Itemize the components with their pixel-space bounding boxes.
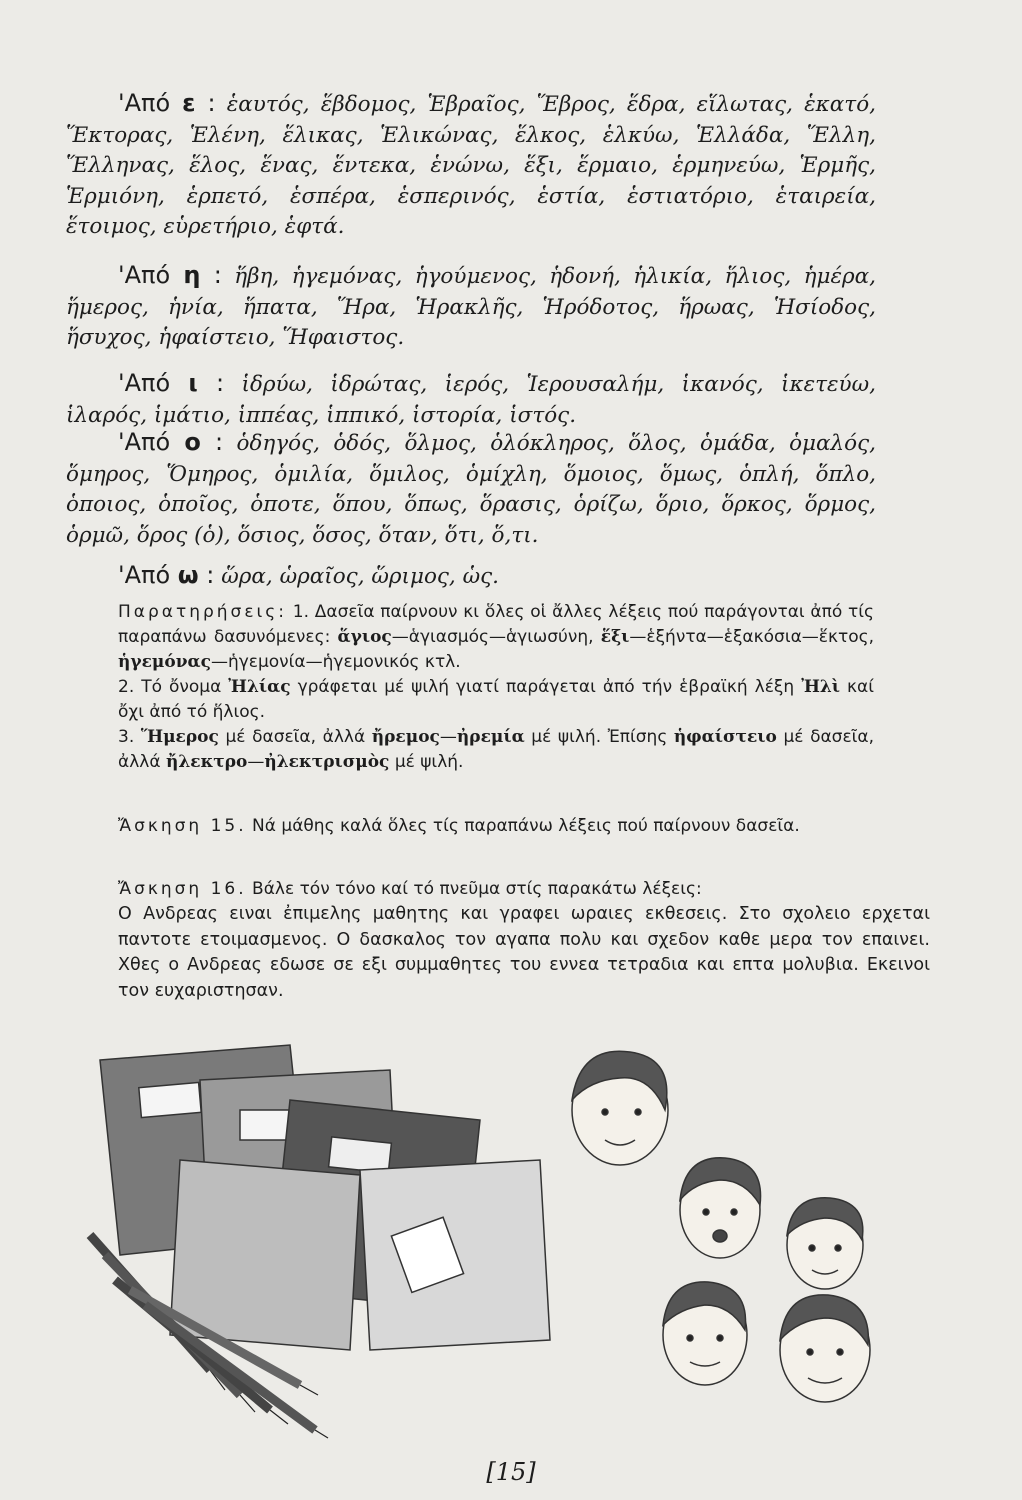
children-faces-illustration (572, 1051, 870, 1402)
section-omicron (66, 427, 876, 551)
section-words: ὥρα, ὡραῖος, ὥριμος, ὡς. (221, 564, 500, 589)
illustration (60, 1040, 900, 1440)
child-face (787, 1198, 863, 1289)
observation-1: Παρατηρήσεις: 1. Δασεῖα παίρνουν κι ὅλες οἱ ἄλλες λέξεις πού παράγονται ἀπό τίς παραπάνω δασυνόμενες: ἅγιος—ἁγιασμός—ἁγιωσύνη, ἕξι—ἑξήντα—ἑξακόσια—ἕκτος, ἡγεμόνας—ἡγεμονία—ἡγεμονικός κτλ. (118, 602, 875, 672)
observations-heading: Παρατηρήσεις: (118, 602, 287, 622)
exercise-label: Ἄσκηση 15. (118, 816, 247, 836)
notebook-label (139, 1082, 201, 1117)
section-iota (66, 368, 876, 431)
exercise-label: Ἄσκηση 16. (118, 879, 247, 899)
exercise-16 (66, 877, 926, 902)
observations (66, 600, 874, 775)
section-words: ἥβη, ἡγεμόνας, ἡγούμενος, ἡδονή, ἡλικία, ἥλιος, ἡμέρα, ἥμερος, ἡνία, ἥπατα, Ἥρα, Ἡρακλῆς, Ἡρόδοτος, ἥρωας, Ἡσίοδος, ἥσυχος, ἡφαίστειο, Ἥφαιστος. (66, 264, 877, 350)
observation-2: 2. Τό ὄνομα Ἠλίας γράφεται μέ ψιλή γιατί παράγεται ἀπό τήν ἑβραϊκή λέξη Ἠλὶ καί ὄχι ἀπό τό ἥλιος. (118, 677, 875, 722)
child-face (663, 1282, 747, 1385)
notebooks-illustration (100, 1045, 550, 1350)
section-lead: 'Από ω : (118, 561, 215, 589)
section-epsilon (66, 88, 876, 243)
exercise-16-text: Ο Ανδρεας ειναι ἐπιμελης μαθητης και γραφει ωραιες εκθεσεις. Στο σχολειο ερχεται παντοτε ετοιμασμενος. Ο δασκαλος τον αγαπα πολυ και σχεδον καθε μερα τον επαινει. Χθες ο Ανδρεας εδωσε σε εξι συμμαθητες του εννεα τετραδια και επτα μολυβια. Εκεινοι τον ευχαριστησαν. (118, 904, 930, 1001)
notebook (170, 1160, 360, 1350)
section-words: ὁδηγός, ὁδός, ὅλμος, ὁλόκληρος, ὅλος, ὁμάδα, ὁμαλός, ὅμηρος, Ὅμηρος, ὁμιλία, ὅμιλος, ὁμίχλη, ὅμοιος, ὅμως, ὁπλή, ὅπλο, ὁποιος, ὁποῖος, ὁποτε, ὅπου, ὅπως, ὅρασις, ὁρίζω, ὅριο, ὅρκος, ὅρμος, ὁρμῶ, ὅρος (ὁ), ὅσιος, ὅσος, ὅταν, ὅτι, ὅ,τι. (66, 431, 876, 548)
section-omega (66, 560, 876, 593)
section-lead: 'Από η : (118, 261, 222, 289)
section-lead: 'Από ι : (118, 369, 225, 397)
exercise-text: Νά μάθης καλά ὅλες τίς παραπάνω λέξεις πού παίρνουν δασεῖα. (252, 816, 800, 836)
child-face (572, 1051, 668, 1165)
notebook-label (329, 1137, 392, 1173)
section-lead: 'Από ο : (118, 428, 224, 456)
child-face (680, 1158, 761, 1258)
section-lead: 'Από ε : (118, 89, 216, 117)
section-words: ἑαυτός, ἕβδομος, Ἑβραῖος, Ἕβρος, ἕδρα, εἵλωτας, ἑκατό, Ἕκτορας, Ἑλένη, ἕλικας, Ἑλικώνας, ἕλκος, ἑλκύω, Ἑλλάδα, Ἕλλη, Ἕλληνας, ἕλος, ἕνας, ἕντεκα, ἑνώνω, ἕξι, ἕρμαιο, ἑρμηνεύω, Ἑρμῆς, Ἑρμιόνη, ἑρπετό, ἑσπέρα, ἑσπερινός, ἑστία, ἑστιατόριο, ἑταιρεία, ἕτοιμος, εὑρετήριο, ἑφτά. (66, 92, 876, 239)
exercise-instruction: Βάλε τόν τόνο καί τό πνεῦμα στίς παρακάτω λέξεις: (252, 879, 702, 899)
section-words: ἱδρύω, ἱδρώτας, ἱερός, Ἱερουσαλήμ, ἱκανός, ἱκετεύω, ἱλαρός, ἱμάτιο, ἱππέας, ἱππικό, ἱστορία, ἱστός. (66, 372, 876, 428)
observation-3: 3. Ἥμερος μέ δασεῖα, ἀλλά ἤρεμος—ἠρεμία μέ ψιλή. Ἐπίσης ἡφαίστειο μέ δασεῖα, ἀλλά ἤλεκτρο—ἠλεκτρισμὸς μέ ψιλή. (118, 727, 874, 772)
child-face (780, 1295, 870, 1402)
page-number: [15] (486, 1458, 536, 1486)
section-eta (66, 260, 876, 354)
exercise-15 (66, 814, 926, 839)
